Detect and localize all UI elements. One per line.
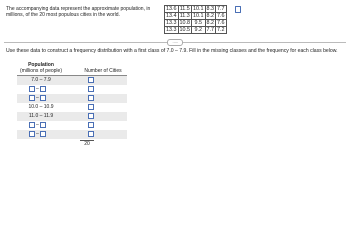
frequency-row xyxy=(17,94,127,103)
data-cell: 10.1 xyxy=(193,13,204,19)
data-cell: 11.3 xyxy=(179,13,190,19)
frequency-input[interactable] xyxy=(88,86,94,92)
question-text: Use these data to construct a frequency distribution with a first class of 7.0 – 7.9. Fill in the missing classes and the frequency for each class below. xyxy=(6,48,338,54)
class-lower-input[interactable] xyxy=(29,122,35,128)
data-cell: 7.2 xyxy=(217,27,225,33)
data-row xyxy=(165,20,227,27)
data-row xyxy=(165,27,227,34)
class-lower-input[interactable] xyxy=(29,131,35,137)
class-upper-input[interactable] xyxy=(40,95,46,101)
class-upper-input[interactable] xyxy=(40,86,46,92)
class-dash: – xyxy=(36,131,39,137)
data-cell: 9.2 xyxy=(192,27,206,34)
frequency-input[interactable] xyxy=(88,104,94,110)
data-cell: 10.5 xyxy=(179,27,190,33)
class-upper-input[interactable] xyxy=(40,122,46,128)
data-cell: 13.3 xyxy=(166,27,177,33)
frequency-row xyxy=(17,130,127,139)
data-cell: 9.5 xyxy=(192,20,206,27)
class-label: 10.0 – 10.9 xyxy=(28,104,54,110)
data-cell: 8.2 xyxy=(206,20,214,26)
problem-intro: The accompanying data represent the approximate population, in millions, of the 20 most populous cities in the world. xyxy=(6,6,151,19)
population-header-title: Population xyxy=(28,62,54,68)
data-cell: 8.3 xyxy=(206,6,214,12)
frequency-input[interactable] xyxy=(88,122,94,128)
frequency-row xyxy=(17,103,127,112)
frequency-row xyxy=(17,121,127,130)
data-cell: 7.7 xyxy=(217,6,225,12)
frequency-input[interactable] xyxy=(88,113,94,119)
data-cell: 8.2 xyxy=(206,13,214,19)
population-column-header xyxy=(17,63,65,74)
data-row xyxy=(165,6,227,13)
frequency-row xyxy=(17,76,127,85)
data-cell: 13.3 xyxy=(166,20,177,26)
expand-toggle-button[interactable]: ····· xyxy=(167,39,183,46)
frequency-row xyxy=(17,112,127,121)
population-data-table xyxy=(164,5,227,34)
class-dash: – xyxy=(36,122,39,128)
data-cell: 10.8 xyxy=(179,20,190,26)
class-lower-input[interactable] xyxy=(29,95,35,101)
class-upper-input[interactable] xyxy=(40,131,46,137)
frequency-input[interactable] xyxy=(88,95,94,101)
frequency-input[interactable] xyxy=(88,131,94,137)
data-cell: 13.4 xyxy=(166,13,177,19)
class-dash: – xyxy=(36,86,39,92)
total-frequency: 20 xyxy=(84,141,90,147)
copy-data-icon[interactable] xyxy=(235,6,241,13)
class-lower-input[interactable] xyxy=(29,86,35,92)
data-cell: 7.7 xyxy=(206,27,214,33)
frequency-input[interactable] xyxy=(88,77,94,83)
data-cell: 11.5 xyxy=(179,6,190,12)
class-dash: – xyxy=(36,95,39,101)
frequency-row xyxy=(17,85,127,94)
data-cell: 13.6 xyxy=(166,6,177,12)
class-label: 7.0 – 7.9 xyxy=(31,77,51,83)
population-header-unit: (millions of people) xyxy=(20,67,62,74)
data-cell: 7.6 xyxy=(217,13,225,19)
class-label: 11.0 – 11.9 xyxy=(28,113,54,119)
data-cell: 7.6 xyxy=(217,20,225,26)
data-row xyxy=(165,13,227,20)
number-of-cities-header: Number of Cities xyxy=(84,68,122,74)
data-cell: 10.1 xyxy=(193,6,204,12)
